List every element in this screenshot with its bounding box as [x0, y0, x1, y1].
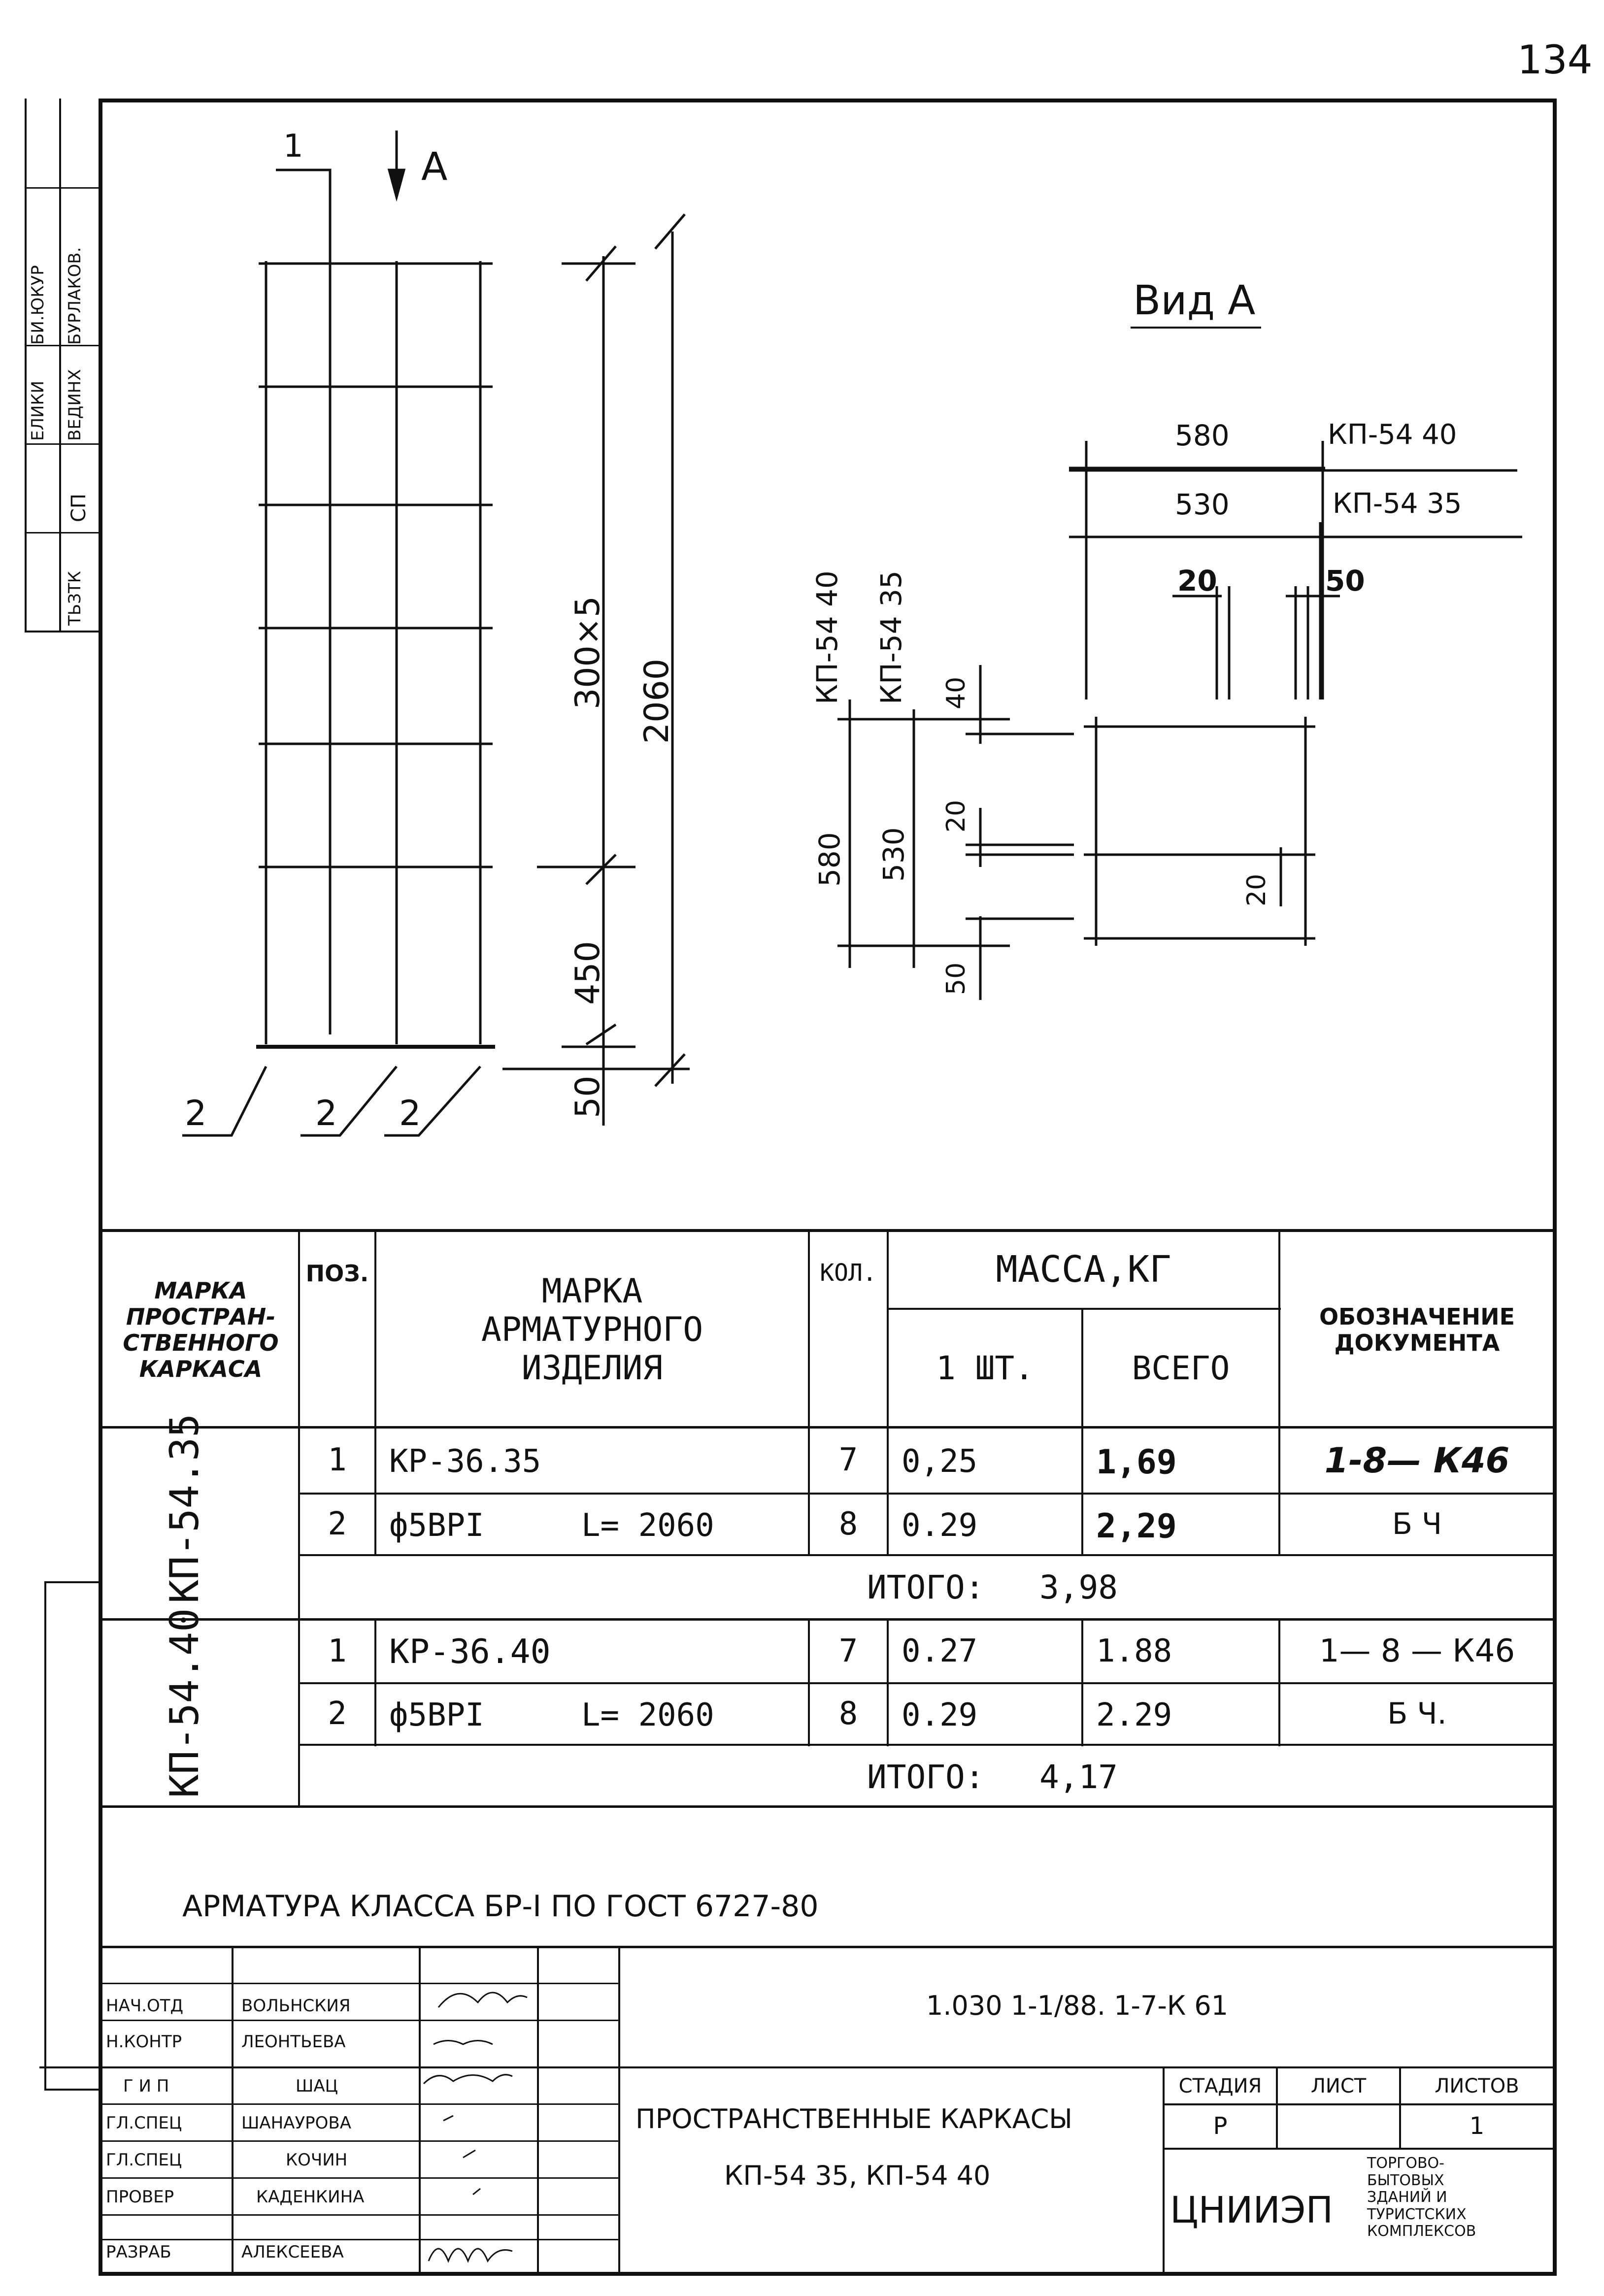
g2-row2-item: ф5ВРI — [389, 1697, 484, 1733]
g1-row1-total: 1,69 — [1096, 1443, 1177, 1482]
org-name: ЦНИИЭП — [1170, 2189, 1334, 2231]
stamp-text-3: ЕЛИКИ — [28, 380, 48, 441]
g1-row1-item: КР-36.35 — [389, 1443, 541, 1480]
g1-total-value: 3,98 — [1039, 1568, 1118, 1606]
view-a-vmark-5440: КП-54 40 — [810, 570, 844, 704]
g2-row1-pos: 1 — [328, 1632, 347, 1669]
sheet-label: ЛИСТ — [1310, 2074, 1367, 2097]
stamp-text-1: БИ.ЮКУР — [28, 265, 48, 345]
reinforcement-note: АРМАТУРА КЛАССА БР-I ПО ГОСТ 6727-80 — [182, 1889, 819, 1924]
name-2: ЛЕОНТЬЕВА — [241, 2032, 346, 2052]
view-a-dim-20: 20 — [1177, 564, 1217, 598]
stamp-text-6: ТЬЗТК — [65, 571, 85, 626]
doc-code: 1.030 1-1/88. 1-7-К 61 — [926, 1990, 1229, 2021]
g2-row2-doc: Б Ч. — [1387, 1697, 1447, 1731]
stage-value: Р — [1213, 2112, 1228, 2140]
role-6: ПРОВЕР — [106, 2187, 174, 2207]
pos-1-label: 1 — [283, 128, 303, 165]
g2-row2-total: 2.29 — [1096, 1697, 1172, 1733]
g2-row2-length: L= 2060 — [581, 1697, 714, 1733]
g1-row1-qty: 7 — [838, 1442, 858, 1479]
g1-row2-qty: 8 — [838, 1505, 858, 1542]
role-3: Г И П — [123, 2076, 169, 2096]
g2-total-label: ИТОГО: — [867, 1758, 985, 1796]
dim-50: 50 — [568, 1075, 607, 1118]
role-1: НАЧ.ОТД — [106, 1996, 184, 2016]
g2-row2-pos: 2 — [328, 1695, 347, 1732]
g1-row2-total: 2,29 — [1096, 1507, 1177, 1546]
name-1: ВОЛЬНСКИЯ — [241, 1996, 351, 2016]
title-line-2: КП-54 35, КП-54 40 — [724, 2160, 991, 2191]
view-a-v-50: 50 — [941, 962, 971, 995]
g1-row2-one: 0.29 — [902, 1507, 978, 1544]
g1-row2-item: ф5ВРI — [389, 1507, 484, 1544]
dim-total: 2060 — [637, 658, 676, 744]
header-mass: МАССА,КГ — [996, 1248, 1171, 1291]
g1-row2-length: L= 2060 — [581, 1507, 714, 1544]
view-a-mark-5440: КП-54 40 — [1328, 419, 1457, 451]
stage-label: СТАДИЯ — [1178, 2074, 1262, 2097]
role-5: ГЛ.СПЕЦ — [106, 2150, 182, 2170]
title-line-1: ПРОСТРАНСТВЕННЫЕ КАРКАСЫ — [635, 2103, 1072, 2134]
view-a-v-20a: 20 — [941, 799, 971, 832]
header-frame-mark: МАРКА ПРОСТРАН- СТВЕННОГО КАРКАСА — [123, 1277, 279, 1382]
pos-2-label-a: 2 — [185, 1093, 207, 1133]
view-a-dim-530: 530 — [1175, 488, 1230, 521]
g2-row1-doc: 1— 8 — К46 — [1319, 1632, 1515, 1669]
sheet-value — [1278, 2105, 1399, 2148]
g1-total-label: ИТОГО: — [867, 1568, 985, 1606]
view-a-dim-580: 580 — [1175, 419, 1230, 452]
header-pos: ПОЗ. — [305, 1260, 369, 1287]
sheets-value: 1 — [1469, 2112, 1485, 2140]
view-a-vmark-5435: КП-54 35 — [874, 570, 908, 704]
view-a-v-20b: 20 — [1242, 873, 1271, 906]
pos-2-label-c: 2 — [399, 1093, 421, 1133]
view-a-v-530: 530 — [877, 827, 910, 882]
g2-row1-one: 0.27 — [902, 1633, 978, 1669]
header-item-mark: МАРКА АРМАТУРНОГО ИЗДЕЛИЯ — [481, 1271, 703, 1388]
view-a-dim-50: 50 — [1325, 564, 1365, 598]
pos-2-label-b: 2 — [315, 1093, 337, 1133]
stamp-text-5: СП — [67, 493, 90, 522]
name-6: КАДЕНКИНА — [256, 2187, 365, 2207]
g2-total-value: 4,17 — [1039, 1758, 1118, 1796]
stamp-text-4: ВЕДИНХ — [65, 369, 85, 441]
view-a-mark-5435: КП-54 35 — [1333, 488, 1462, 520]
g2-row1-item: КР-36.40 — [389, 1632, 551, 1671]
g2-row1-total: 1.88 — [1096, 1633, 1172, 1669]
name-3: ШАЦ — [296, 2076, 338, 2096]
g1-row1-doc: 1-8— К46 — [1324, 1440, 1510, 1481]
g2-row2-one: 0.29 — [902, 1697, 978, 1733]
g2-row2-qty: 8 — [838, 1695, 858, 1732]
g1-row2-pos: 2 — [328, 1505, 347, 1542]
g1-row1-pos: 1 — [328, 1442, 347, 1479]
frame-mark-2: КП-54.40 — [162, 1608, 207, 1798]
sheets-label: ЛИСТОВ — [1435, 2074, 1519, 2097]
g1-row1-one: 0,25 — [902, 1443, 978, 1480]
view-a-v-580: 580 — [813, 832, 846, 887]
org-desc: ТОРГОВО- БЫТОВЫХ ЗДАНИЙ И ТУРИСТСКИХ КОМПЛЕКСОВ — [1367, 2155, 1476, 2240]
stamp-text-2: БУРЛАКОВ. — [65, 247, 85, 345]
view-a-v-40: 40 — [941, 676, 971, 709]
role-2: Н.КОНТР — [106, 2032, 182, 2052]
role-4: ГЛ.СПЕЦ — [106, 2113, 182, 2133]
name-4: ШАНАУРОВА — [241, 2113, 352, 2133]
g1-row2-doc: Б Ч — [1392, 1507, 1442, 1541]
view-a-mark: А — [421, 145, 448, 189]
header-mass-total: ВСЕГО — [1132, 1349, 1230, 1387]
frame-bottom — [99, 2272, 1557, 2276]
role-7: РАЗРАБ — [106, 2242, 171, 2262]
header-doc: ОБОЗНАЧЕНИЕ ДОКУМЕНТА — [1319, 1303, 1515, 1356]
dim-450: 450 — [568, 941, 607, 1005]
header-mass-one: 1 ШТ. — [936, 1349, 1034, 1387]
header-qty: КОЛ. — [820, 1259, 877, 1287]
view-a-title: Вид А — [1133, 277, 1256, 324]
frame-mark-1: КП-54.35 — [162, 1413, 207, 1603]
name-7: АЛЕКСЕЕВА — [241, 2242, 344, 2262]
name-5: КОЧИН — [286, 2150, 348, 2170]
page-number: 134 — [1517, 37, 1593, 83]
g2-row1-qty: 7 — [838, 1632, 858, 1669]
dim-spacing: 300×5 — [568, 596, 607, 709]
